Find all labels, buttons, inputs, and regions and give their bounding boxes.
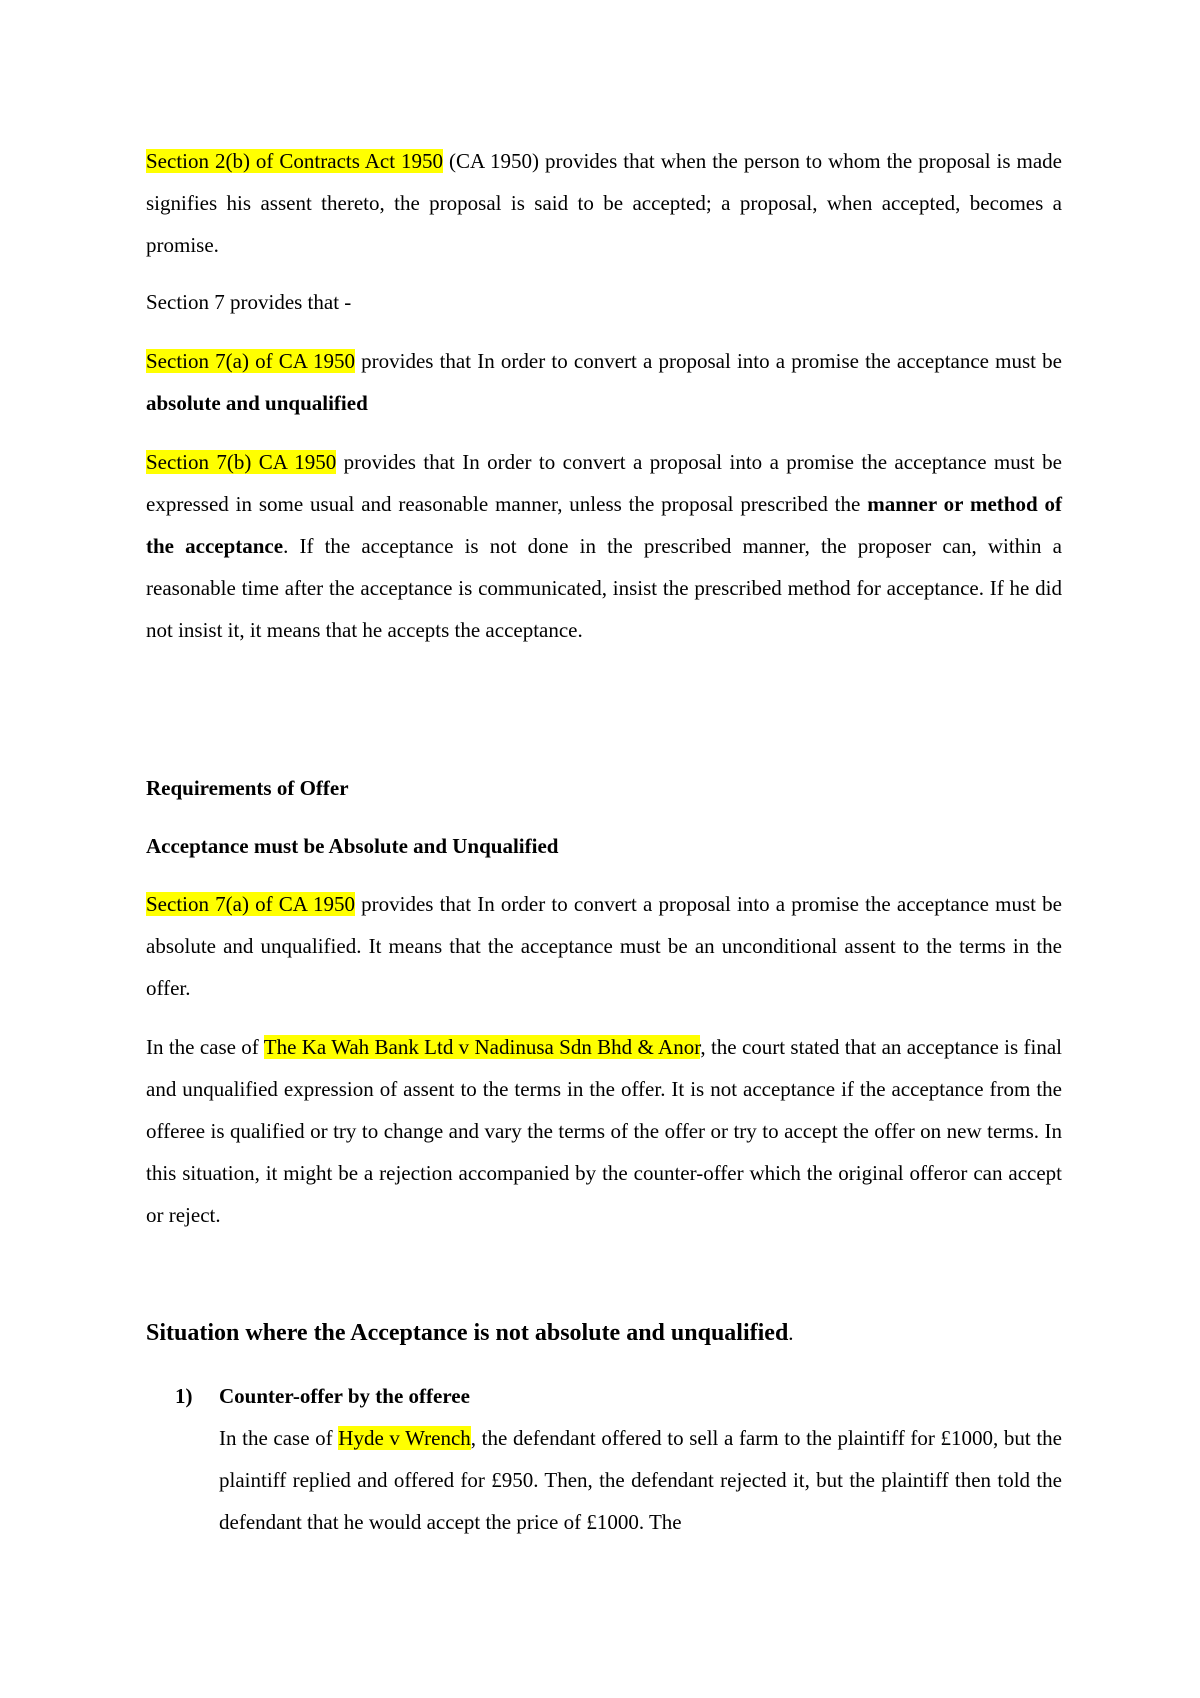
paragraph-text: , the court stated that an acceptance is final and unqualified expression of assent to the terms in the offer. It is not acceptance if the acceptance from the offeree is qualified or try to change and vary the terms of the offer or try to accept the offer on new terms. In this situation, it might be a rejection accompanied by the counter-offer which the original offeror can accept or reject. xyxy=(146,1035,1062,1227)
paragraph-text: provides that In order to convert a proposal into a promise the acceptance must be absolute and unqualified. It means that the acceptance must be an unconditional assent to the terms in the offer. xyxy=(146,892,1062,1000)
bold-text: manner or method of the acceptance xyxy=(146,492,1063,558)
heading-requirements-of-offer: Requirements of Offer xyxy=(146,776,349,800)
bold-text: absolute and unqualified xyxy=(146,391,368,415)
highlight-section-7a: Section 7(a) of CA 1950 xyxy=(146,892,355,916)
paragraph-text: In the case of xyxy=(146,1035,264,1059)
paragraph-text: provides that In order to convert a proposal into a promise the acceptance must be xyxy=(354,349,1062,373)
paragraph-text: provides that In order to convert a proposal into a promise the acceptance must be expressed in some usual and reasonable manner, unless the proposal prescribed the xyxy=(146,450,1062,516)
heading-text: Situation where the Acceptance is not absolute and unqualified xyxy=(146,1320,789,1346)
list-number: 1) xyxy=(175,1384,193,1408)
highlight-section-7b: Section 7(b) CA 1950 xyxy=(146,450,337,474)
paragraph-hyde-v-wrench xyxy=(219,1417,1062,1543)
heading-acceptance-absolute: Acceptance must be Absolute and Unqualified xyxy=(146,834,559,858)
paragraph-text: Section 7 provides that - xyxy=(146,290,352,314)
list-item-title: Counter-offer by the offeree xyxy=(219,1384,470,1408)
paragraph-text: . If the acceptance is not done in the prescribed manner, the proposer can, within a reasonable time after the acceptance is communicated, insist the prescribed method for acceptance. If he did not insist it, it means that he accepts the acceptance. xyxy=(146,534,1062,642)
highlight-case-name: The Ka Wah Bank Ltd v Nadinusa Sdn Bhd & Anor xyxy=(263,1035,701,1059)
highlight-section-2b: Section 2(b) of Contracts Act 1950 xyxy=(146,149,444,173)
paragraph-section-7a xyxy=(146,340,1062,424)
paragraph-section-7b xyxy=(146,441,1062,651)
paragraph-section-7-intro xyxy=(146,281,1062,323)
heading-tail: . xyxy=(788,1321,794,1345)
paragraph-text: , the defendant offered to sell a farm to the plaintiff for £1000, but the plaintiff replied and offered for £950. Then, the defendant rejected it, but the plaintiff then told the defendant that he would accept the price of £1000. The xyxy=(219,1426,1062,1534)
paragraph-text: (CA 1950) provides that when the person to whom the proposal is made signifies his assent thereto, the proposal is said to be accepted; a proposal, when accepted, becomes a promise. xyxy=(146,149,1062,257)
highlight-case-name: Hyde v Wrench xyxy=(338,1426,471,1450)
paragraph-section-7a-detail xyxy=(146,883,1062,1009)
heading-situation xyxy=(146,1312,1062,1354)
paragraph-section-2b xyxy=(146,140,1062,266)
paragraph-text: In the case of xyxy=(219,1426,339,1450)
highlight-section-7a: Section 7(a) of CA 1950 xyxy=(146,349,355,373)
paragraph-ka-wah-bank-case xyxy=(146,1026,1062,1236)
